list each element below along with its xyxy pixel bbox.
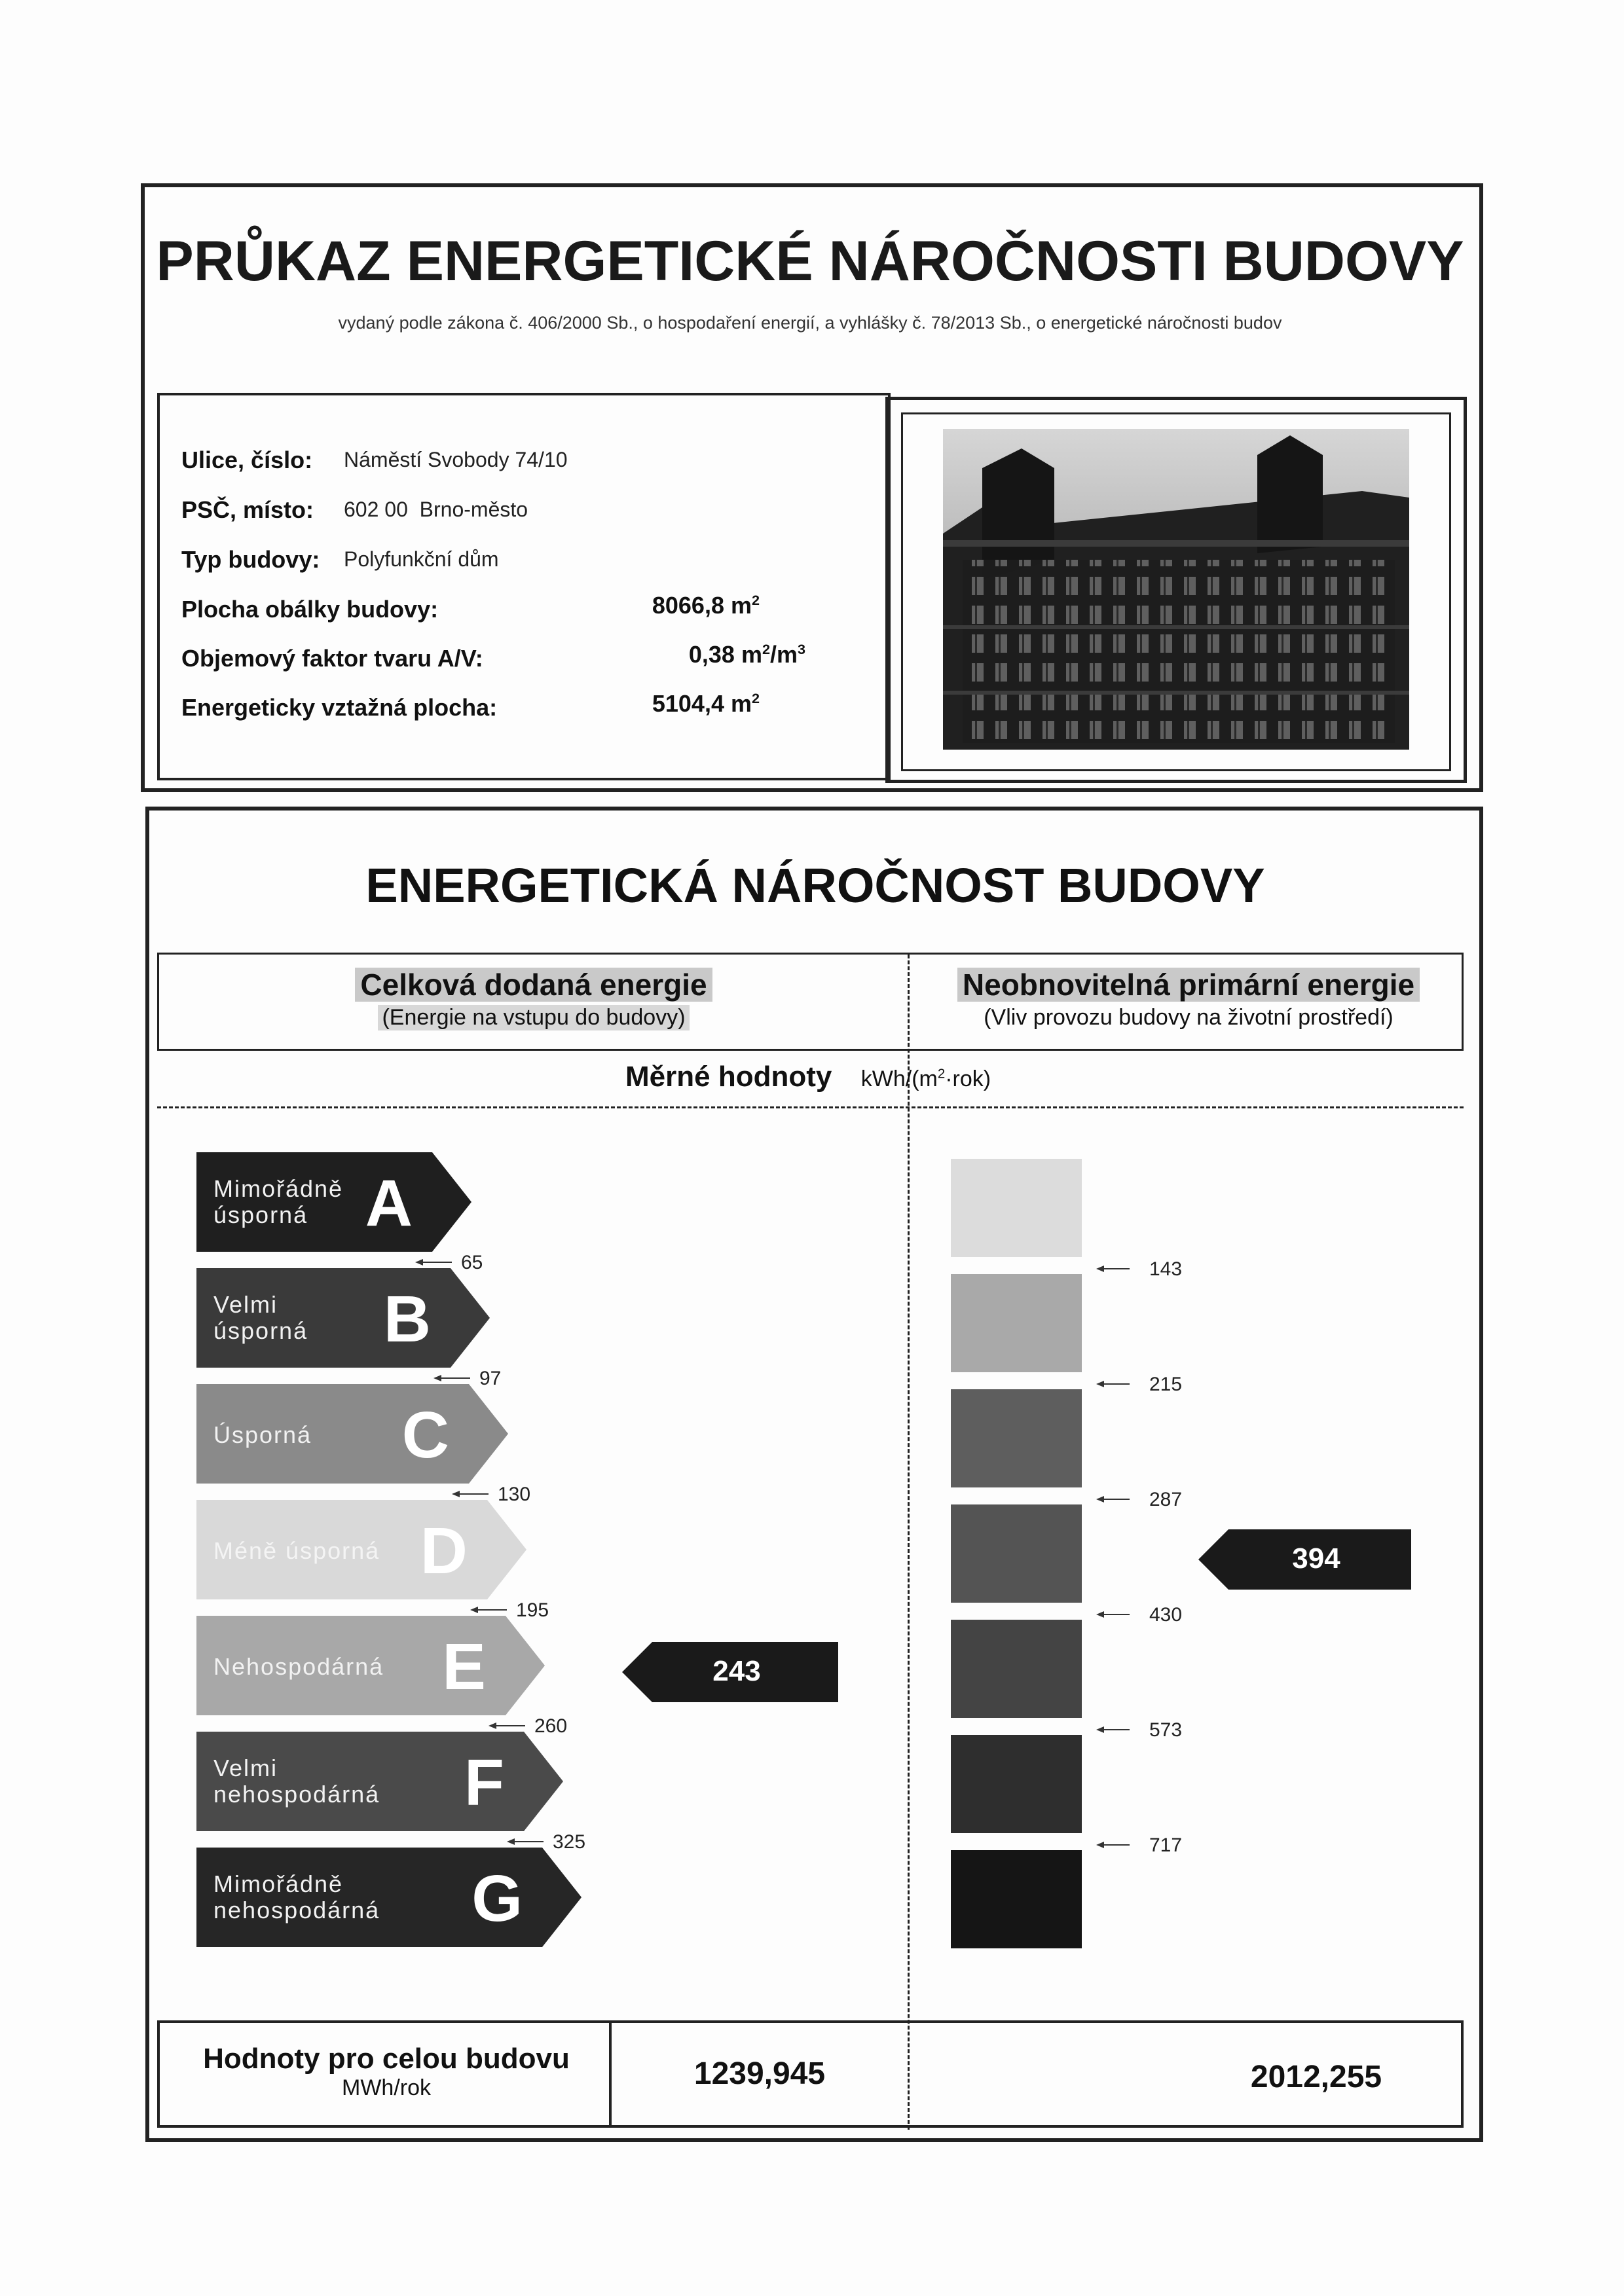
totals-unit: MWh/rok: [342, 2075, 431, 2100]
class-letter-e: E: [442, 1630, 486, 1704]
class-letter-f: F: [464, 1746, 504, 1819]
class-label-2-a: úsporná: [213, 1201, 308, 1228]
right-threshold: [1096, 1489, 1182, 1510]
right-column-title: Neobnovitelná primární energie: [957, 968, 1420, 1002]
threshold-arrowhead: [452, 1491, 460, 1497]
left-column-header: [249, 967, 819, 1030]
energy-section-title: ENERGETICKÁ NÁROČNOST BUDOVY: [365, 858, 1265, 913]
right-threshold: [1096, 1258, 1182, 1280]
left-threshold-label: 97: [479, 1368, 502, 1389]
class-label-e: Nehospodárná: [213, 1653, 384, 1680]
totals-label-cell: [164, 2043, 609, 2101]
zip-value: 602 00 Brno-město: [344, 498, 528, 521]
specific-values-row: [625, 1061, 991, 1093]
threshold-arrowhead: [1096, 1842, 1104, 1848]
right-column-subtitle: (Vliv provozu budovy na životní prostředí): [984, 1005, 1393, 1030]
class-label-2-g: nehospodárná: [213, 1897, 380, 1923]
right-threshold: [1096, 1604, 1182, 1626]
class-label-b: Velmi: [213, 1291, 278, 1318]
totals-bottom-border: [157, 2125, 1464, 2128]
left-threshold-label: 130: [498, 1484, 531, 1505]
threshold-arrowhead: [415, 1259, 423, 1266]
class-label-g: Mimořádně: [213, 1870, 344, 1897]
right-threshold-label: 143: [1149, 1258, 1183, 1280]
zip-label: PSČ, místo:: [181, 496, 314, 523]
left-threshold-label: 325: [553, 1831, 586, 1853]
building-type-label: Typ budovy:: [181, 546, 320, 573]
right-class-bar: [951, 1159, 1082, 1257]
totals-cell-divider: [609, 2020, 612, 2128]
class-letter-c: C: [401, 1398, 449, 1472]
right-threshold: [1096, 1374, 1182, 1395]
class-letter-a: A: [365, 1167, 413, 1240]
shape-factor-label: Objemový faktor tvaru A/V:: [181, 645, 483, 672]
right-class-bar: [951, 1620, 1082, 1718]
class-arrow-e: [196, 1616, 545, 1715]
threshold-arrowhead: [434, 1375, 441, 1381]
class-arrow-d: [196, 1500, 526, 1599]
class-label-f: Velmi: [213, 1755, 278, 1781]
left-threshold-label: 65: [461, 1252, 483, 1273]
right-threshold-label: 287: [1149, 1489, 1183, 1510]
totals-left-value: 1239,945: [693, 2056, 826, 2091]
right-threshold-label: 573: [1149, 1719, 1183, 1741]
right-rating-value: 394: [1292, 1542, 1340, 1575]
threshold-arrowhead: [1096, 1496, 1104, 1503]
class-label-2-b: úsporná: [213, 1317, 308, 1344]
right-threshold-label: 717: [1149, 1834, 1183, 1856]
class-arrow-f: [196, 1732, 563, 1831]
threshold-arrowhead: [489, 1722, 496, 1729]
right-column-header: [917, 967, 1460, 1030]
envelope-area-label: Plocha obálky budovy:: [181, 596, 439, 623]
specific-values-divider: [157, 1106, 1464, 1108]
reference-area-label: Energeticky vztažná plocha:: [181, 694, 498, 721]
class-arrow-a: [196, 1152, 471, 1252]
totals-right-value: 2012,255: [1250, 2060, 1382, 2094]
class-letter-d: D: [420, 1514, 468, 1588]
totals-label: Hodnoty pro celou budovu: [203, 2043, 570, 2075]
left-energy-scale: [196, 1152, 609, 1964]
specific-values-label: Měrné hodnoty: [625, 1061, 832, 1093]
right-threshold: [1096, 1719, 1182, 1741]
class-label-c: Úsporná: [213, 1421, 312, 1448]
class-arrow-g: [196, 1848, 581, 1947]
envelope-area-value: 8066,8 $m^2$: [652, 592, 760, 619]
certificate-subtitle: vydaný podle zákona č. 406/2000 Sb., o hospodaření energií, a vyhlášky č. 78/2013 Sb., o energetické náročnosti budov: [338, 313, 1282, 333]
class-label-a: Mimořádně: [213, 1175, 344, 1202]
street-label: Ulice, číslo:: [181, 446, 313, 473]
right-class-bar: [951, 1389, 1082, 1487]
right-threshold-label: 215: [1149, 1374, 1183, 1395]
class-label-d: Méně úsporná: [213, 1537, 380, 1564]
class-arrow-c: [196, 1384, 508, 1484]
certificate-title: PRŮKAZ ENERGETICKÉ NÁROČNOSTI BUDOVY: [156, 230, 1464, 293]
reference-area-value: 5104,4 $m^2$: [652, 690, 760, 717]
column-divider: [908, 955, 910, 2130]
right-class-bar: [951, 1274, 1082, 1372]
totals-top-border: [157, 2020, 1464, 2023]
totals-right-border: [1461, 2020, 1464, 2128]
left-rating-value: 243: [712, 1655, 761, 1687]
threshold-arrowhead: [470, 1607, 478, 1613]
right-threshold: [1096, 1834, 1182, 1856]
unit-label: kWh/$(m^2\cdot rok)$: [860, 1066, 991, 1091]
shape-factor-value: 0,38 $m^2/m^3$: [688, 641, 805, 668]
threshold-arrowhead: [507, 1838, 515, 1845]
building-photo: [943, 429, 1409, 750]
threshold-arrowhead: [1096, 1611, 1104, 1618]
left-threshold-label: 260: [534, 1715, 568, 1737]
class-letter-g: G: [471, 1862, 523, 1935]
class-label-2-f: nehospodárná: [213, 1781, 380, 1808]
right-threshold-label: 430: [1149, 1604, 1183, 1626]
right-class-bar: [951, 1504, 1082, 1603]
threshold-arrowhead: [1096, 1381, 1104, 1387]
left-column-subtitle: (Energie na vstupu do budovy): [378, 1005, 689, 1030]
left-threshold-label: 195: [516, 1599, 549, 1621]
threshold-arrowhead: [1096, 1726, 1104, 1733]
right-class-bar: [951, 1735, 1082, 1833]
street-value: Náměstí Svobody 74/10: [344, 448, 568, 471]
totals-left-border: [157, 2020, 160, 2128]
left-column-title: Celková dodaná energie: [355, 968, 712, 1002]
threshold-arrowhead: [1096, 1266, 1104, 1272]
right-class-bar: [951, 1850, 1082, 1948]
class-arrow-b: [196, 1268, 490, 1368]
class-letter-b: B: [383, 1283, 431, 1356]
building-type-value: Polyfunkční dům: [344, 547, 499, 571]
